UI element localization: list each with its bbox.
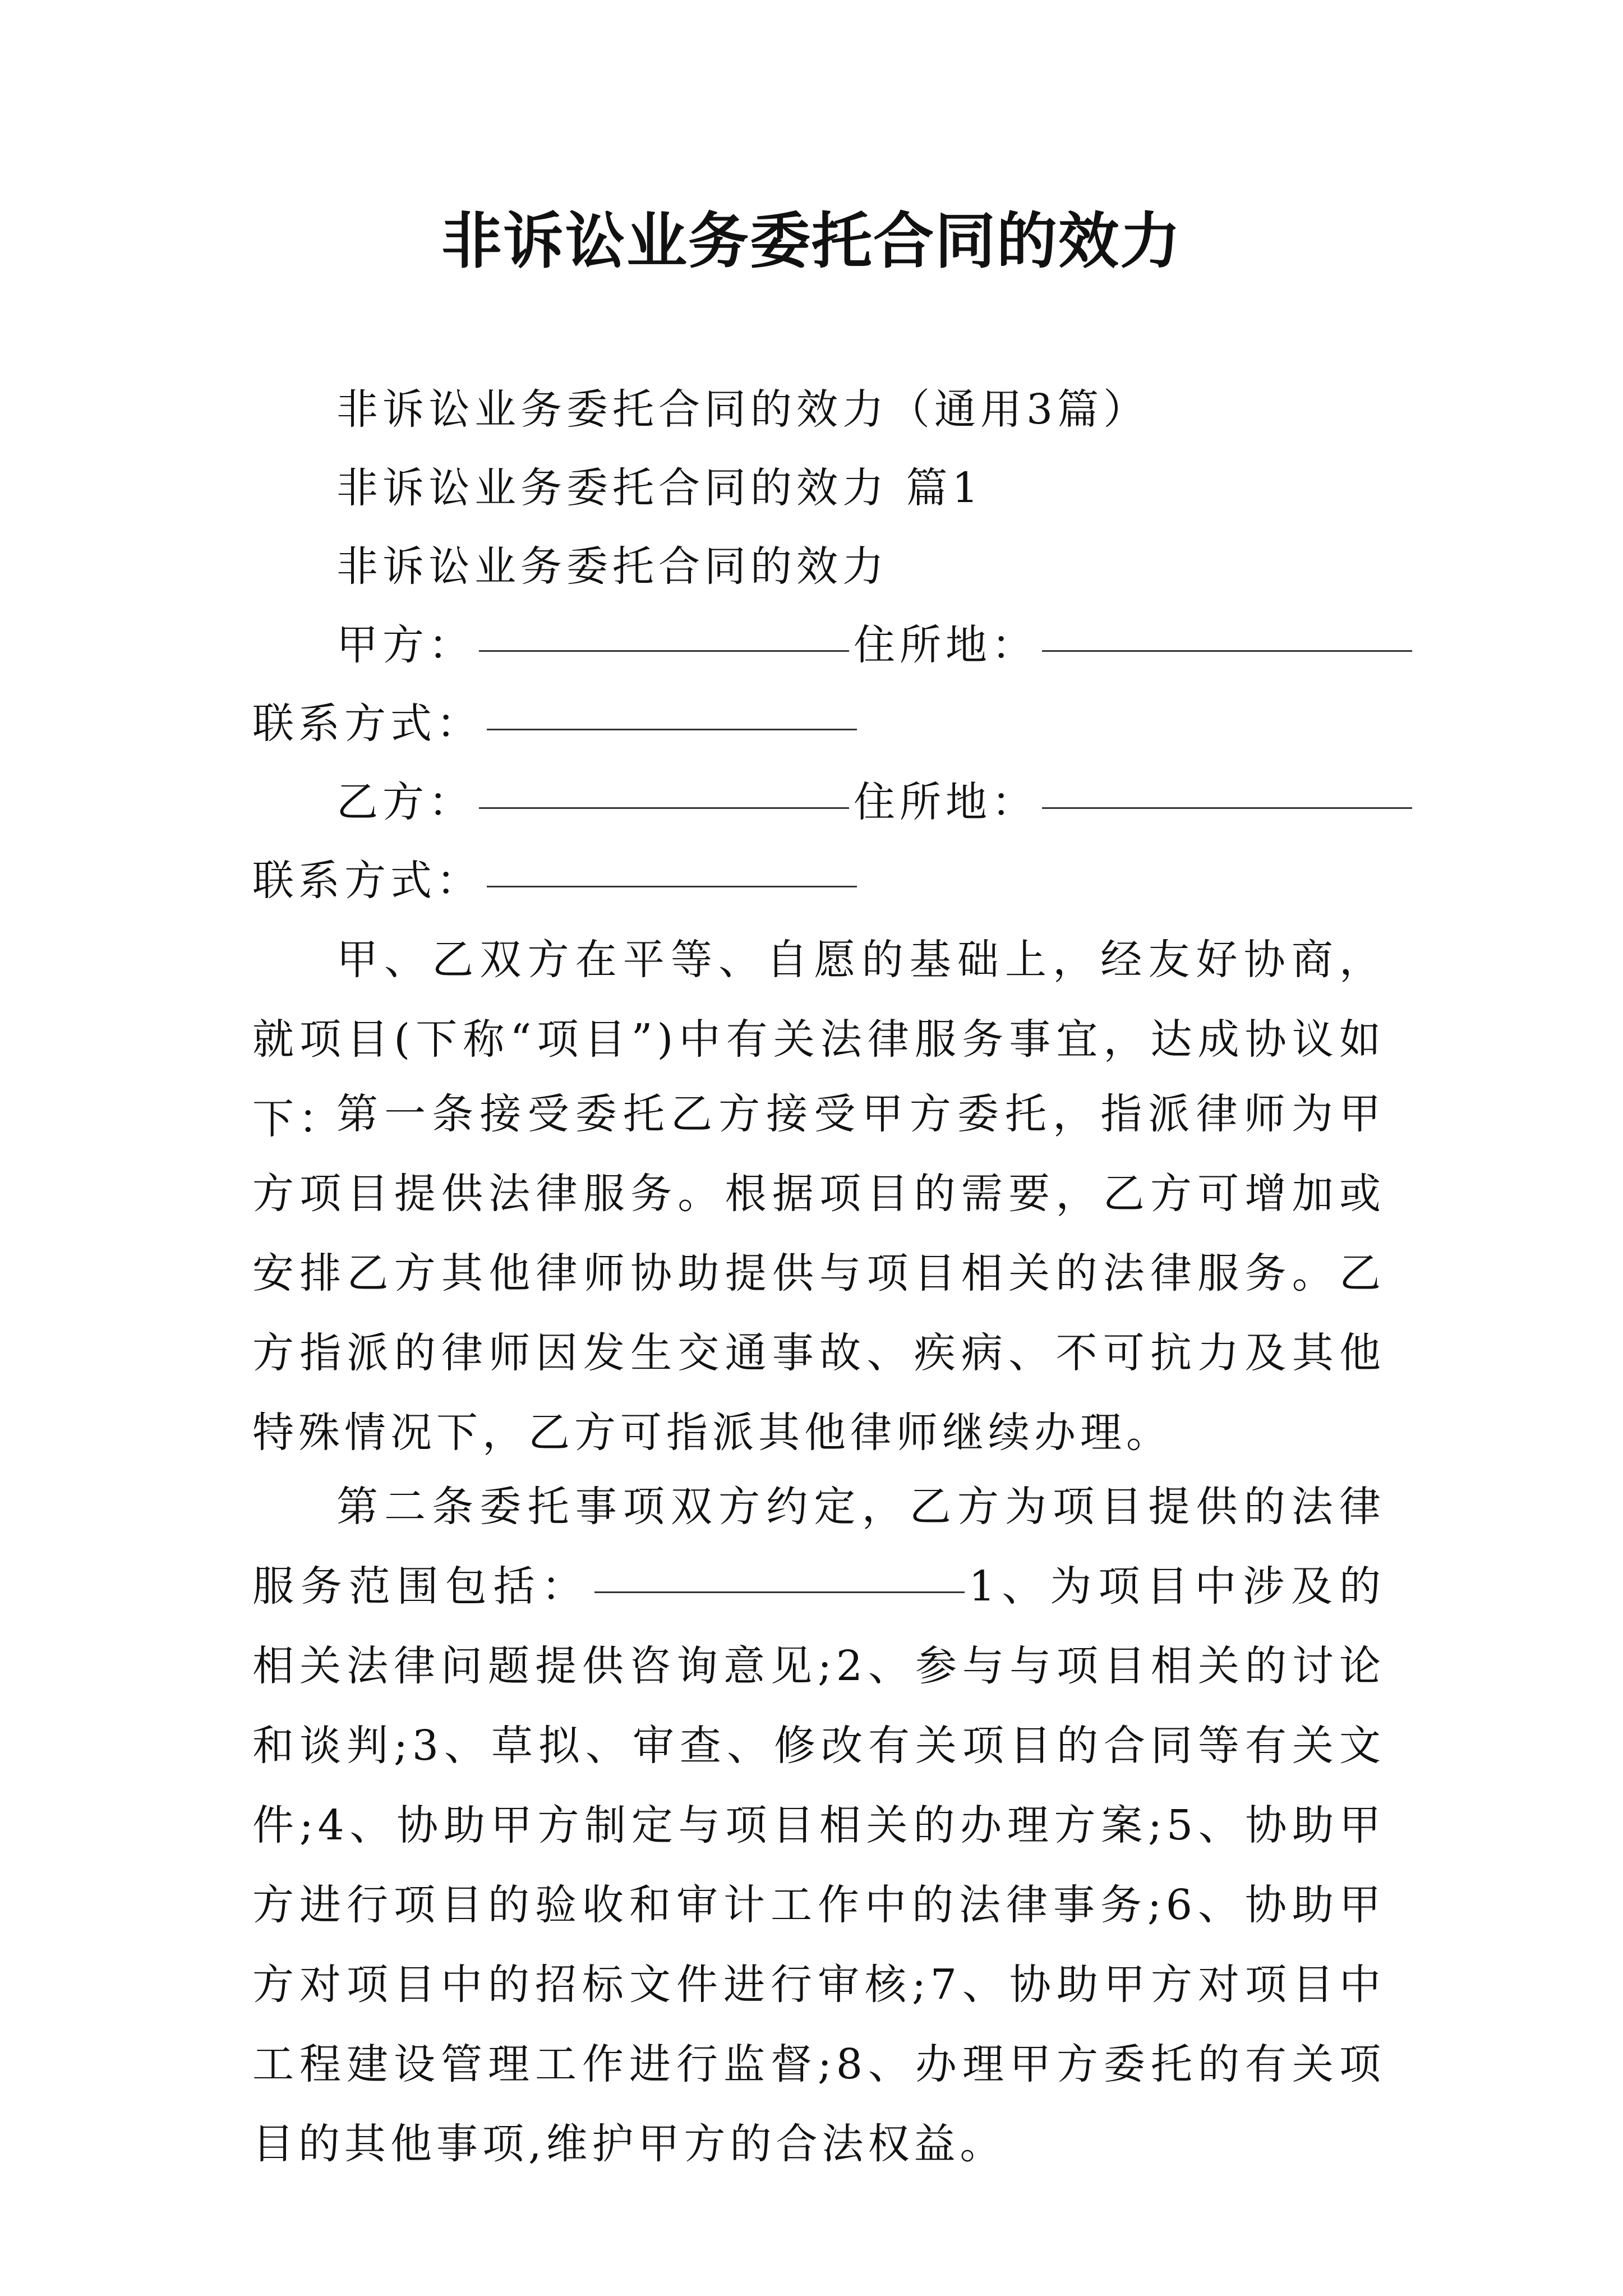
party-a-contact-label: 联系方式： (252, 700, 482, 748)
party-b-address-blank[interactable] (1042, 802, 1412, 809)
party-b-contact-blank[interactable] (487, 880, 857, 887)
party-a-contact-blank[interactable] (487, 723, 857, 730)
party-b-row (336, 774, 1417, 830)
party-a-address-blank[interactable] (1042, 645, 1412, 652)
intro-paragraph: 甲、乙双方在平等、自愿的基础上，经友好协商，就项目(下称“项目”)中有关法律服务事宜，达成协议如下： (252, 936, 1385, 1143)
document-title: 非诉讼业务委托合同的效力 (441, 206, 1182, 277)
article-1-paragraph: 第一条接受委托乙方接受甲方委托，指派律师为甲方项目提供法律服务。根据项目的需要，乙方可增加或安排乙方其他律师协助提供与项目相关的法律服务。乙方指派的律师因发生交通事故、疾病、不可抗力及其他特殊情况下，乙方可指派其他律师继续办理。 (252, 1090, 1385, 1457)
party-b-contact-label: 联系方式： (252, 857, 482, 905)
article-2-scope-blank[interactable] (594, 1586, 965, 1593)
party-a-row (336, 617, 1417, 673)
article-2-lead: 第二条委托事项双方约定，乙方为项目提供的法律服务范围包括： (252, 1483, 1385, 1611)
party-b-label: 乙方： (336, 778, 474, 826)
party-b-blank[interactable] (479, 802, 849, 809)
party-b-address-label: 住所地： (854, 778, 1038, 826)
party-a-blank[interactable] (479, 645, 849, 652)
party-a-address-label: 住所地： (854, 621, 1038, 669)
section-heading: 非诉讼业务委托合同的效力 篇1 (336, 464, 983, 512)
article-2-items: 1、为项目中涉及的相关法律问题提供咨询意见;2、参与与项目相关的讨论和谈判;3、草拟、审查、修改有关项目的合同等有关文件;4、协助甲方制定与项目相关的办理方案;5、协助甲方进行项目的验收和审计工作中的法律事务;6、协助甲方对项目中的招标文件进行审核;7、协助甲方对项目中工程建设管理工作进行监督;8、办理甲方委托的有关项目的其他事项,维护甲方的合法权益。 (252, 1562, 1385, 2168)
party-a-label: 甲方： (336, 621, 474, 669)
party-a-contact-row (252, 696, 861, 752)
article-2-paragraph (252, 1467, 1385, 2184)
contract-name: 非诉讼业务委托合同的效力 (336, 542, 888, 591)
document-subtitle: 非诉讼业务委托合同的效力（通用3篇） (336, 385, 1150, 434)
party-b-contact-row (252, 853, 861, 909)
